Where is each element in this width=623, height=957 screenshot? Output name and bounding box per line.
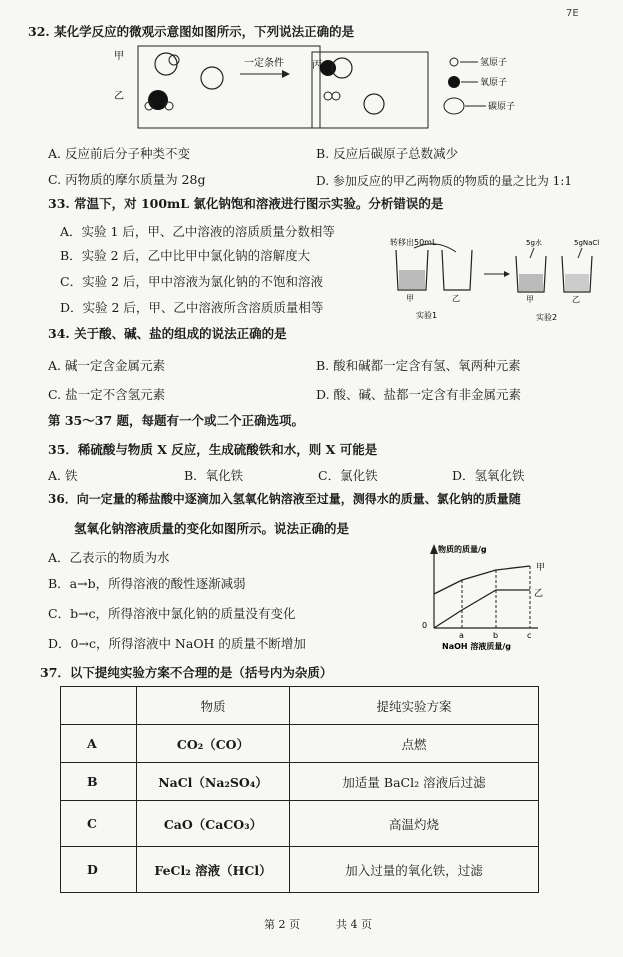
table-row	[61, 763, 539, 801]
legend-hydrogen-label: 氢原子	[480, 58, 508, 68]
q35-option-b: B．氧化铁	[184, 468, 244, 483]
q34-stem: 34. 关于酸、碱、盐的组成的说法正确的是	[48, 326, 287, 341]
row-d-method: 加入过量的氧化铁，过滤	[290, 847, 539, 893]
tick-c: c	[527, 631, 532, 640]
table-row	[61, 847, 539, 893]
q33-option-a: A．实验 1 后，甲、乙中溶液的溶质质量分数相等	[60, 224, 335, 239]
series-yi-label: 乙	[534, 589, 544, 599]
series-yi-line	[434, 590, 530, 628]
q32-reaction-diagram	[100, 44, 560, 132]
label-jia: 甲	[114, 51, 124, 62]
row-c-method: 高温灼烧	[290, 801, 539, 847]
graph-origin: 0	[422, 621, 428, 630]
product-h-1	[324, 92, 332, 100]
pour-out-label: 转移出50mL	[390, 238, 437, 247]
product-carbon-atom	[364, 94, 384, 114]
exp2-jia: 甲	[526, 295, 534, 304]
tick-b: b	[493, 631, 499, 640]
row-a-substance: CO₂（CO）	[137, 725, 290, 763]
q33-option-b: B．实验 2 后，乙中比甲中氯化钠的溶解度大	[60, 248, 311, 263]
q36-option-b: B．a→b，所得溶液的酸性逐渐减弱	[48, 576, 246, 591]
header-method: 提纯实验方案	[290, 687, 539, 725]
arrow-condition-label: 一定条件	[244, 58, 284, 69]
exp1-label: 实验1	[416, 311, 438, 320]
row-b-key: B	[61, 763, 137, 801]
row-c-key: C	[61, 801, 137, 847]
q34-option-a: A. 碱一定含金属元素	[48, 358, 165, 373]
add-water-label: 5g水	[526, 239, 542, 247]
q33-option-c: C．实验 2 后，甲中溶液为氯化钠的不饱和溶液	[60, 274, 323, 289]
tick-a: a	[459, 631, 464, 640]
exp1-jia: 甲	[406, 294, 414, 303]
q36-stem-line1: 36．向一定量的稀盐酸中逐滴加入氢氧化钠溶液至过量，测得水的质量、氯化钠的质量随	[48, 492, 521, 506]
q33-option-d: D．实验 2 后，甲、乙中溶液所含溶质质量相等	[60, 300, 324, 315]
jia-molecule-atom-1	[155, 53, 177, 75]
q36-option-a: A．乙表示的物质为水	[48, 550, 170, 565]
table-header-row	[61, 687, 539, 725]
q33-experiment-diagram	[386, 234, 608, 324]
q32-reactant-box	[138, 46, 320, 128]
q37-table	[60, 686, 539, 893]
q33-stem: 33. 常温下，对 100mL 氯化钠饱和溶液进行图示实验。分析错误的是	[48, 196, 444, 211]
q32-option-b: B. 反应后碳原子总数减少	[316, 146, 459, 161]
table-row	[61, 801, 539, 847]
label-bing: 丙	[312, 60, 322, 71]
exp2-yi: 乙	[572, 295, 580, 304]
row-b-substance: NaCl（Na₂SO₄）	[137, 763, 290, 801]
exp2-label: 实验2	[536, 313, 558, 322]
header-substance: 物质	[137, 687, 290, 725]
q34-option-c: C. 盐一定不含氢元素	[48, 387, 166, 402]
row-a-method: 点燃	[290, 725, 539, 763]
legend-oxygen-symbol	[448, 76, 460, 88]
q34-option-b: B. 酸和碱都一定含有氢、氧两种元素	[316, 358, 521, 373]
header-empty-cell	[61, 687, 137, 725]
q35-stem: 35．稀硫酸与物质 X 反应，生成硫酸铁和水，则 X 可能是	[48, 442, 378, 457]
q36-option-c: C．b→c，所得溶液中氯化钠的质量没有变化	[48, 606, 296, 621]
label-yi: 乙	[114, 91, 124, 102]
corner-mark: 7E	[566, 8, 579, 19]
q35-option-d: D．氢氧化铁	[452, 468, 525, 483]
beaker-yi-1	[442, 250, 472, 290]
row-c-substance: CaO（CaCO₃）	[137, 801, 290, 847]
row-b-method: 加适量 BaCl₂ 溶液后过滤	[290, 763, 539, 801]
q36-graph	[418, 540, 588, 652]
row-d-substance: FeCl₂ 溶液（HCl）	[137, 847, 290, 893]
section-note: 第 35～37 题，每题有一个或二个正确选项。	[48, 413, 304, 428]
legend-carbon-label: 碳原子	[488, 102, 516, 112]
reactant-carbon-atom	[201, 67, 223, 89]
footer-page-number: 第 2 页	[264, 918, 300, 931]
q36-stem-line2: 氢氧化钠溶液质量的变化如图所示。说法正确的是	[74, 521, 350, 536]
graph-xlabel: NaOH 溶液质量/g	[442, 642, 512, 651]
graph-ylabel: 物质的质量/g	[438, 545, 487, 554]
table-row	[61, 725, 539, 763]
q34-option-d: D. 酸、碱、盐都一定含有非金属元素	[316, 387, 522, 402]
q35-option-c: C．氯化铁	[318, 468, 378, 483]
q32-option-d: D. 参加反应的甲乙两物质的物质的量之比为 1:1	[316, 174, 572, 188]
q32-stem: 32. 某化学反应的微观示意图如图所示，下列说法正确的是	[28, 24, 355, 39]
q32-option-a: A. 反应前后分子种类不变	[48, 146, 190, 161]
yi-molecule-h-2	[165, 102, 173, 110]
add-nacl-label: 5gNaCl	[574, 239, 600, 247]
q35-option-a: A. 铁	[48, 468, 78, 483]
row-a-key: A	[61, 725, 137, 763]
q37-stem: 37．以下提纯实验方案不合理的是（括号内为杂质）	[40, 665, 333, 680]
q36-option-d: D．0→c，所得溶液中 NaOH 的质量不断增加	[48, 636, 306, 651]
exp1-yi: 乙	[452, 294, 460, 303]
legend-hydrogen-symbol	[450, 58, 458, 66]
legend-carbon-symbol	[444, 98, 464, 114]
footer-total-pages: 共 4 页	[336, 918, 372, 931]
series-jia-label: 甲	[536, 563, 546, 573]
product-h-2	[332, 92, 340, 100]
q32-option-c: C. 丙物质的摩尔质量为 28g	[48, 172, 206, 187]
row-d-key: D	[61, 847, 137, 893]
legend-oxygen-label: 氧原子	[480, 78, 508, 88]
